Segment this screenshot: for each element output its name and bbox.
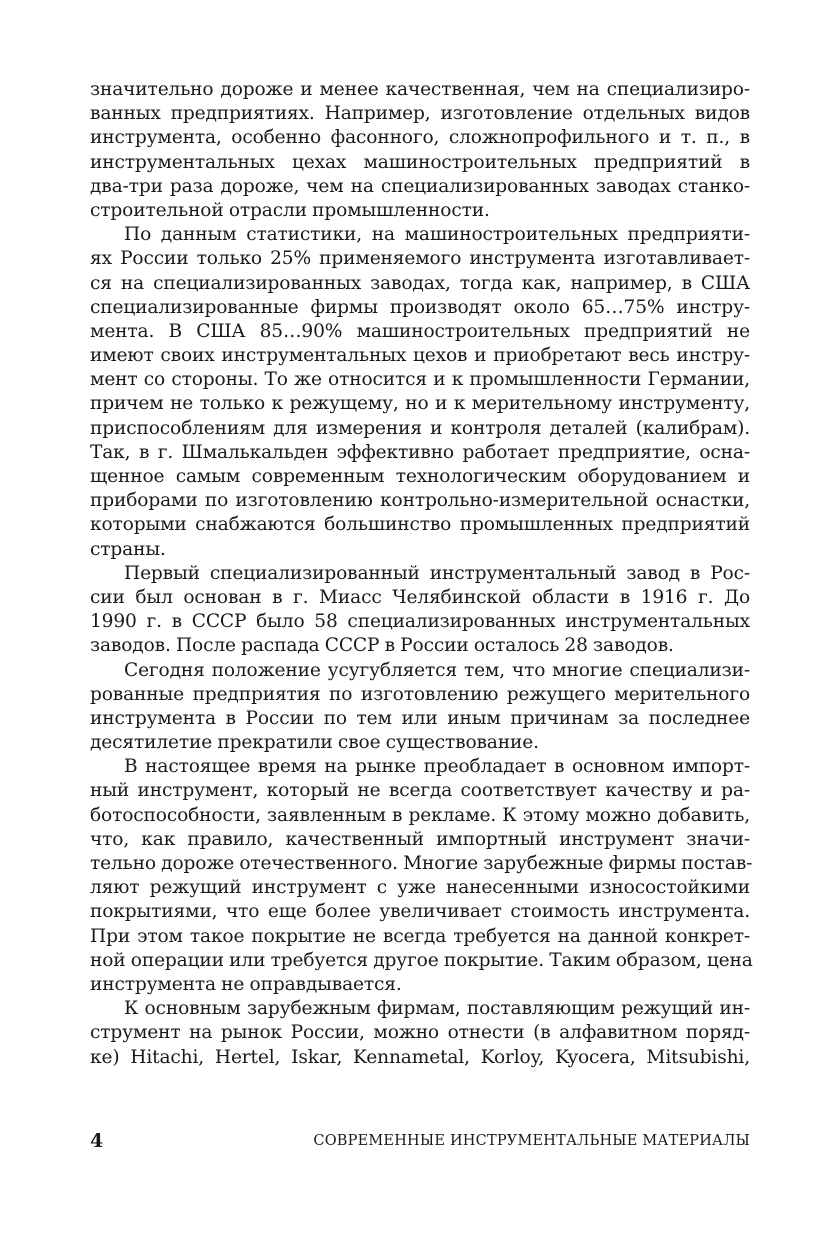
text-line: Первый специализированный инструментальный завод в Рос- <box>124 562 750 584</box>
text-line: покрытиями, что еще более увеличивает стоимость инструмента. <box>90 901 750 923</box>
text-line: ный инструмент, который не всегда соответствует качеству и ра- <box>90 780 750 802</box>
paragraph <box>90 78 750 223</box>
text-line: ях России только 25% применяемого инструмента изготавливает- <box>90 248 750 270</box>
text-line: ляют режущий инструмент с уже нанесенными износостойкими <box>90 877 750 899</box>
text-line: что, как правило, качественный импортный инструмент значи- <box>90 828 750 850</box>
text-line: инструмента, особенно фасонного, сложнопрофильного и т. п., в <box>90 127 750 149</box>
text-line: сии был основан в г. Миасс Челябинской области в 1916 г. До <box>90 586 750 608</box>
text-line: мент со стороны. То же относится и к промышленности Германии, <box>90 369 750 391</box>
text-line: ной операции или требуется другое покрытие. Таким образом, цена <box>90 949 753 971</box>
text-line: По данным статистики, на машиностроительных предприяти- <box>124 224 750 246</box>
text-line: причем не только к режущему, но и к мерительному инструменту, <box>90 393 750 415</box>
text-line: два-три раза дороже, чем на специализированных заводах станко- <box>90 175 750 197</box>
text-line: мента. В США 85…90% машиностроительных предприятий не <box>90 320 750 342</box>
page-body-text <box>90 78 753 1070</box>
paragraph <box>90 659 750 756</box>
text-line: приборами по изготовлению контрольно-измерительной оснастки, <box>90 490 750 512</box>
text-line: Так, в г. Шмалькальден эффективно работает предприятие, осна- <box>90 441 750 463</box>
text-line: 1990 г. в СССР было 58 специализированных инструментальных <box>90 611 750 633</box>
text-line: строительной отрасли промышленности. <box>90 199 490 221</box>
running-title: СОВРЕМЕННЫЕ ИНСТРУМЕНТАЛЬНЫЕ МАТЕРИАЛЫ <box>313 1133 750 1149</box>
text-line: тельно дороже отечественного. Многие зарубежные фирмы постав- <box>90 853 753 874</box>
page-footer <box>90 1130 750 1158</box>
text-line: К основным зарубежным фирмам, поставляющим режущий ин- <box>124 998 750 1020</box>
text-line: инструмента не оправдывается. <box>90 973 402 995</box>
paragraph <box>90 997 750 1070</box>
text-line: При этом такое покрытие не всегда требуется на данной конкрет- <box>90 925 750 947</box>
text-line: ке) Hitachi, Hertel, Iskar, Kennametal, Korloy, Kyocera, Mitsubishi, <box>90 1046 750 1068</box>
text-line: ванных предприятиях. Например, изготовление отдельных видов <box>90 103 750 125</box>
text-line: струмент на рынок России, можно отнести (в алфавитном поряд- <box>90 1022 750 1044</box>
text-line: имеют своих инструментальных цехов и приобретают весь инстру- <box>90 345 750 367</box>
text-line: которыми снабжаются большинство промышленных предприятий <box>90 514 750 536</box>
text-line: инструмента в России по тем или иным причинам за последнее <box>90 707 750 729</box>
text-line: ся на специализированных заводах, тогда как, например, в США <box>90 272 750 294</box>
text-line: приспособлениям для измерения и контроля деталей (калибрам). <box>90 417 750 439</box>
text-line: страны. <box>90 538 166 560</box>
text-line: инструментальных цехах машиностроительных предприятий в <box>90 151 750 173</box>
paragraph <box>90 223 750 562</box>
paragraph <box>90 562 750 659</box>
text-line: В настоящее время на рынке преобладает в основном импорт- <box>124 756 750 778</box>
text-line: рованные предприятия по изготовлению режущего мерительного <box>90 683 750 705</box>
text-line: Сегодня положение усугубляется тем, что многие специализи- <box>124 659 750 681</box>
text-line: щенное самым современным технологическим оборудованием и <box>90 466 750 487</box>
text-line: десятилетие прекратили свое существование. <box>90 732 539 754</box>
text-line: специализированные фирмы производят около 65…75% инстру- <box>90 296 750 318</box>
text-line: значительно дороже и менее качественная, чем на специализиро- <box>90 79 750 100</box>
page-number: 4 <box>90 1130 104 1152</box>
text-line: ботоспособности, заявленным в рекламе. К этому можно добавить, <box>90 804 750 826</box>
text-line: заводов. После распада СССР в России осталось 28 заводов. <box>90 635 674 657</box>
paragraph <box>90 755 753 997</box>
